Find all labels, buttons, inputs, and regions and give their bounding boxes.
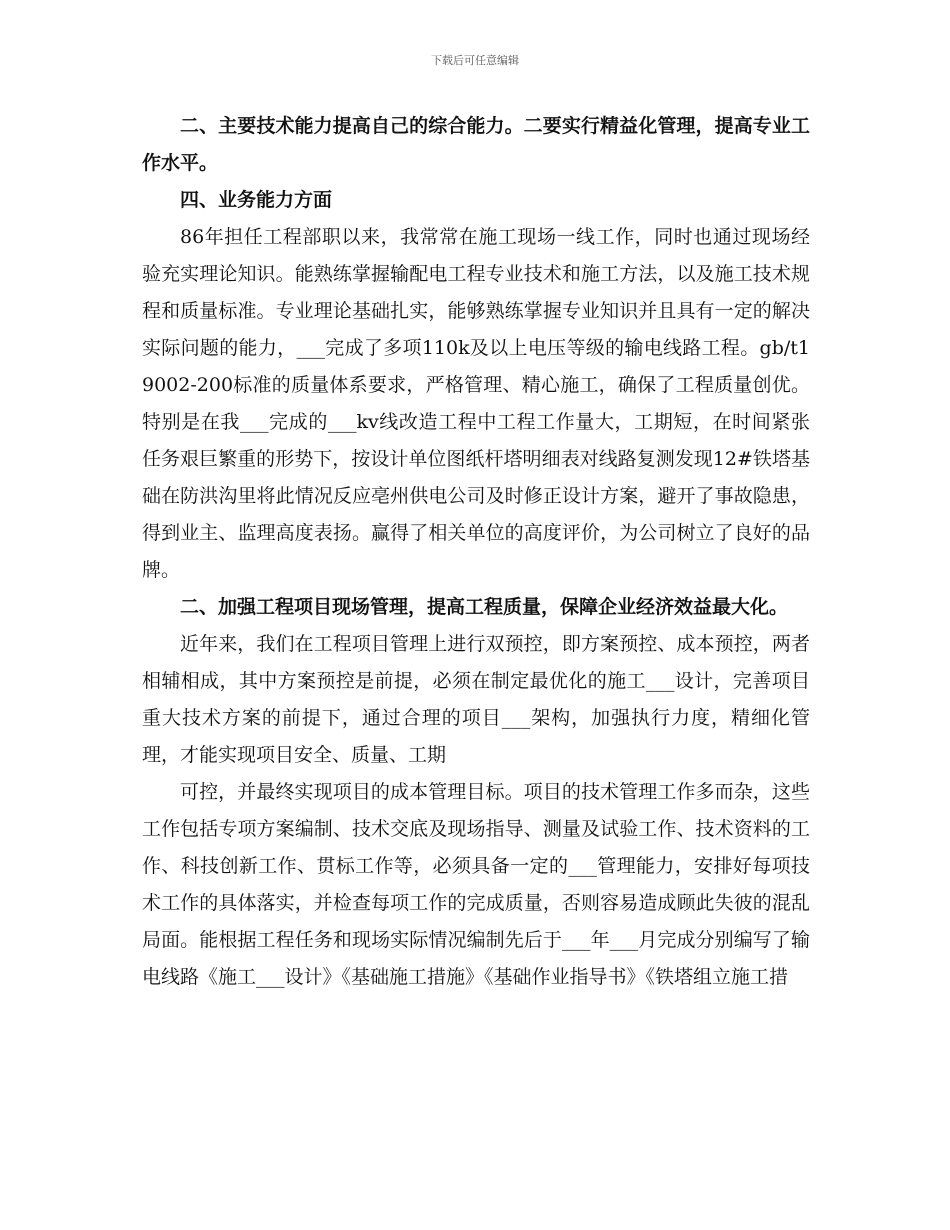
- page-header: 下载后可任意编辑: [431, 54, 519, 67]
- body-paragraph: 可控，并最终实现项目的成本管理目标。项目的技术管理工作多而杂，这些工作包括专项方案编制、技术交底及现场指导、测量及试验工作、技术资料的工作、科技创新工作、贯标工作等，必须具备一定的___管理能力，安排好每项技术工作的具体落实，并检查每项工作的完成质量，否则容易造成顾此失彼的混乱局面。能根据工程任务和现场实际情况编制先后于___年___月完成分别编写了输电线路《施工___设计》《基础施工措施》《基础作业指导书》《铁塔组立施工措: [142, 781, 810, 988]
- section-heading: 四、业务能力方面: [180, 189, 333, 211]
- document-body: [142, 108, 810, 996]
- section-heading: 二、加强工程项目现场管理，提高工程质量，保障企业经济效益最大化。: [180, 596, 789, 618]
- body-paragraph: 近年来，我们在工程项目管理上进行双预控，即方案预控、成本预控，两者相辅相成，其中方案预控是前提，必须在制定最优化的施工___设计，完善项目重大技术方案的前提下，通过合理的项目___架构，加强执行力度，精细化管理，才能实现项目安全、质量、工期: [142, 633, 810, 766]
- body-paragraph: 86年担任工程部职以来，我常常在施工现场一线工作，同时也通过现场经验充实理论知识。能熟练掌握输配电工程专业技术和施工方法，以及施工技术规程和质量标准。专业理论基础扎实，能够熟练掌握专业知识并且具有一定的解决实际问题的能力，___完成了多项110k及以上电压等级的输电线路工程。gb/t19002-200标准的质量体系要求，严格管理、精心施工，确保了工程质量创优。特别是在我___完成的___kv线改造工程中工程工作量大，工期短，在时间紧张任务艰巨繁重的形势下，按设计单位图纸杆塔明细表对线路复测发现12#铁塔基础在防洪沟里将此情况反应亳州供电公司及时修正设计方案，避开了事故隐患，得到业主、监理高度表扬。赢得了相关单位的高度评价，为公司树立了良好的品牌。: [142, 226, 810, 581]
- section-heading: 二、主要技术能力提高自己的综合能力。二要实行精益化管理，提高专业工作水平。: [142, 115, 810, 174]
